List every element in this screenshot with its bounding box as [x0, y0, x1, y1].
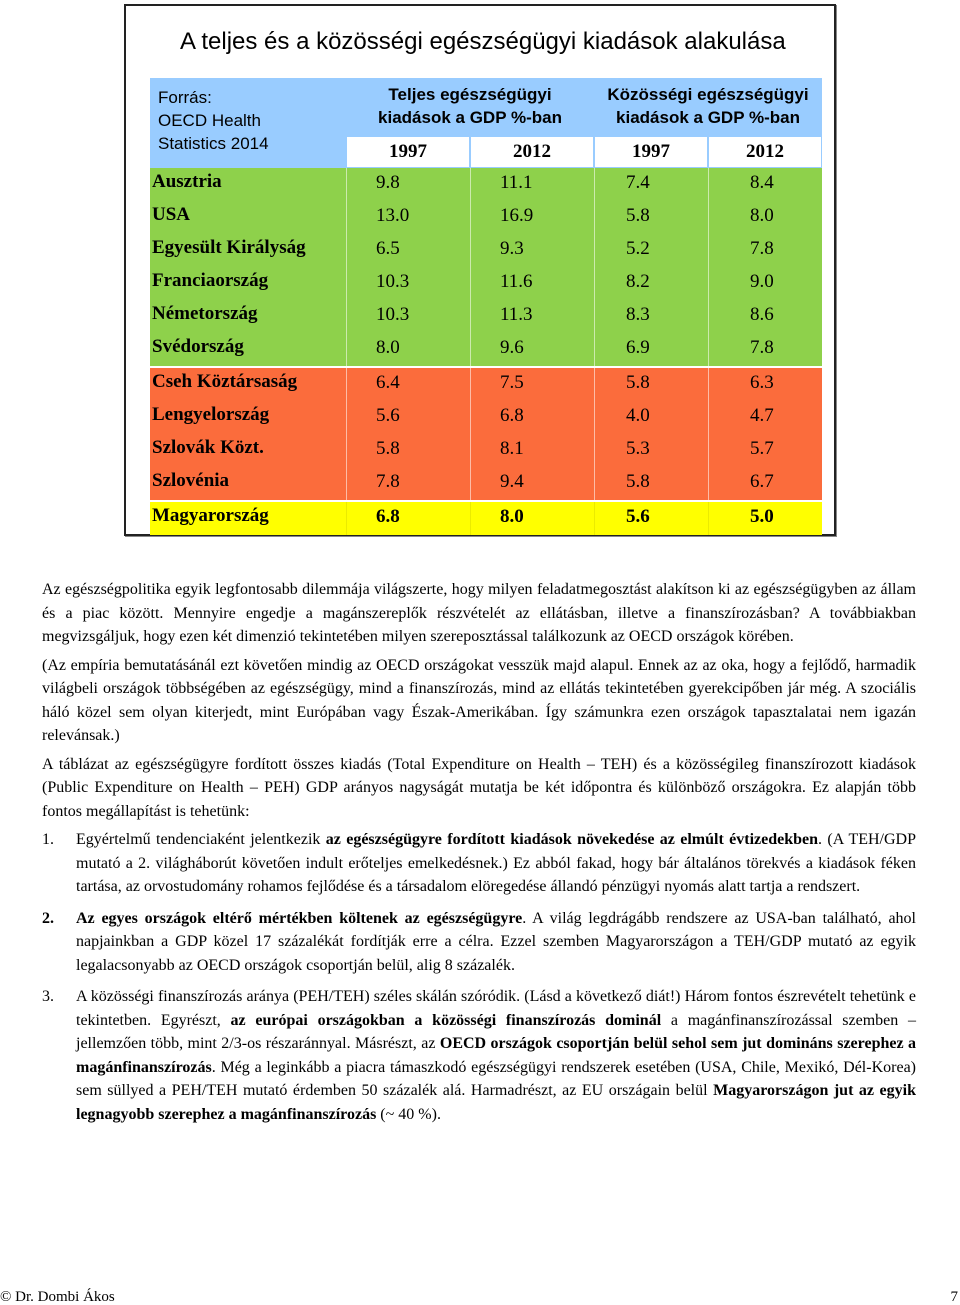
expenditure-table-figure: [124, 4, 836, 536]
value-cell: 10.3: [376, 271, 410, 292]
source-line: Statistics 2014: [158, 134, 269, 153]
value-cell: 11.1: [500, 172, 533, 193]
header-line: kiadások a GDP %-ban: [378, 108, 562, 127]
value-cell: 5.3: [626, 438, 650, 459]
list-text: A közösségi finanszírozás aránya (PEH/TEH) széles skálán szóródik. (Lásd a következő diát!) Három fontos észrevételt tehetünk e tekintetben. Egyrészt,: [76, 988, 916, 1029]
table-row: [150, 267, 822, 300]
list-number: 2.: [42, 909, 54, 927]
value-cell: 6.5: [376, 238, 400, 259]
table-row: [150, 467, 822, 500]
value-cell: 6.7: [750, 471, 774, 492]
list-text: . A világ legdrágább rendszere az USA-ban található, ahol napjainkban a GDP közel 17 százalékát fordítják erre a célra. Ezzel szemben Magyarországon a TEH/GDP mutató az egyik legalacsonyabb az OECD országok csoportján belül, alig 8 százalék.: [76, 909, 917, 974]
list-text-bold: OECD országok csoportján belül sehol sem jut domináns szerephez a magánfinanszírozás: [76, 1035, 917, 1076]
value-cell: 11.6: [500, 271, 533, 292]
list-item: [42, 907, 916, 978]
year-header: 1997: [346, 136, 470, 168]
body-text: [42, 578, 916, 1126]
value-cell: 9.8: [376, 172, 400, 193]
value-cell: 5.8: [376, 438, 400, 459]
list-text-bold: az európai országokban a közösségi finanszírozás dominál: [230, 1011, 662, 1029]
value-cell: 7.8: [750, 337, 774, 358]
table-row: [150, 168, 822, 201]
country-name: Egyesült Királyság: [152, 237, 306, 258]
value-cell: 9.6: [500, 337, 524, 358]
table-body: [150, 168, 822, 535]
value-cell: 5.6: [376, 405, 400, 426]
page-number: 7: [950, 1289, 958, 1305]
table-row: [150, 234, 822, 267]
paragraph: A táblázat az egészségügyre fordított összes kiadás (Total Expenditure on Health – TEH) és a közösségileg finanszírozott kiadások (Public Expenditure on Health – PEH) GDP arányos nagyságát mutatja be két időpontra és különböző országokra. Ez alapján több fontos megállapítást is tehetünk:: [42, 755, 916, 820]
value-cell: 6.4: [376, 372, 400, 393]
value-cell: 4.0: [626, 405, 650, 426]
value-cell: 16.9: [500, 205, 534, 226]
country-name: Franciaország: [152, 270, 269, 291]
list-text-bold: Az egyes országok eltérő mértékben költenek az egészségügyre: [76, 909, 523, 927]
value-cell: 8.0: [376, 337, 400, 358]
source-box: [150, 78, 346, 168]
value-cell: 10.3: [376, 304, 410, 325]
value-cell: 9.0: [750, 271, 774, 292]
list-number: 1.: [42, 831, 54, 848]
value-cell: 8.3: [626, 304, 650, 325]
header-line: Teljes egészségügyi: [388, 85, 552, 104]
table-row: [150, 201, 822, 234]
value-cell: 4.7: [750, 405, 774, 426]
table-row: [150, 500, 822, 535]
header-line: kiadások a GDP %-ban: [616, 108, 800, 127]
year-header: 2012: [708, 136, 822, 168]
value-cell: 8.0: [500, 506, 524, 527]
header-peh: [594, 78, 822, 136]
country-name: Németország: [152, 303, 258, 324]
value-cell: 6.3: [750, 372, 774, 393]
page-footer: [0, 1289, 960, 1305]
list-text: a magánfinanszírozással szemben – jellemzően több, mint 2/3-os részaránnyal. Másrészt, az: [76, 1011, 917, 1052]
table-row: [150, 366, 822, 401]
value-cell: 13.0: [376, 205, 410, 226]
value-cell: 5.8: [626, 205, 650, 226]
figure-title: A teljes és a közösségi egészségügyi kiadások alakulása: [180, 28, 786, 55]
paragraph: (Az empíria bemutatásánál ezt követően mindig az OECD országokat vesszük majd alapul. Ennek az az oka, hogy a fejlődő, harmadik világbeli országok többségében az egészségügy, mind a finanszírozás, mind az ellátás tekintetében gyerekcipőben jár még. A szociális háló közel sem olyan kiterjedt, mint Európában vagy Észak-Amerikában. Így számunkra ezen országok tapasztalatai nem igazán relevánsak.): [42, 656, 916, 744]
year-header: 1997: [594, 136, 708, 168]
header-line: Közösségi egészségügyi: [607, 85, 809, 104]
country-name: Cseh Köztársaság: [152, 371, 298, 392]
year-header: 2012: [470, 136, 594, 168]
country-name: Szlovák Közt.: [152, 437, 264, 458]
value-cell: 8.6: [750, 304, 774, 325]
value-cell: 7.4: [626, 172, 650, 193]
table-row: [150, 434, 822, 467]
table-row: [150, 333, 822, 366]
value-cell: 9.3: [500, 238, 524, 259]
value-cell: 5.0: [750, 506, 774, 527]
list-text: . (A TEH/GDP mutató a 2. világháborút követően indult erőteljes emelkedésnek.) Ez abból fakad, hogy bár általános törekvés a kiadások féken tartása, az orvostudomány rohamos fejlődése és a társadalom elöregedése állandó pénzügyi nyomás alatt tartja a rendszert.: [76, 831, 916, 895]
table-row: [150, 401, 822, 434]
value-cell: 7.5: [500, 372, 524, 393]
country-name: Ausztria: [152, 171, 222, 192]
country-name: Svédország: [152, 336, 244, 357]
value-cell: 8.1: [500, 438, 524, 459]
value-cell: 5.8: [626, 471, 650, 492]
list-item: [42, 985, 916, 1126]
value-cell: 7.8: [376, 471, 400, 492]
value-cell: 8.2: [626, 271, 650, 292]
list-text-bold: az egészségügyre fordított kiadások növekedése az elmúlt évtizedekben: [325, 831, 819, 848]
value-cell: 5.2: [626, 238, 650, 259]
value-cell: 6.8: [500, 405, 524, 426]
source-line: Forrás:: [158, 88, 212, 107]
value-cell: 8.4: [750, 172, 774, 193]
value-cell: 8.0: [750, 205, 774, 226]
footer-author: © Dr. Dombi Ákos: [0, 1289, 115, 1305]
value-cell: 7.8: [750, 238, 774, 259]
list-text: Egyértelmű tendenciaként jelentkezik: [76, 831, 326, 848]
list-item: [42, 828, 916, 899]
header-teh: [346, 78, 594, 136]
value-cell: 5.8: [626, 372, 650, 393]
table-row: [150, 300, 822, 333]
list-number: 3.: [42, 988, 54, 1005]
source-line: OECD Health: [158, 111, 261, 130]
list-text-bold: Magyarországon jut az egyik legnagyobb szerephez a magánfinanszírozás: [76, 1082, 917, 1123]
country-name: Magyarország: [152, 505, 269, 526]
value-cell: 9.4: [500, 471, 524, 492]
country-name: USA: [152, 204, 191, 225]
paragraph: Az egészségpolitika egyik legfontosabb dilemmája világszerte, hogy milyen feladatmegosztást alakítson ki az egészségügyben az állam és a piac között. Mennyire engedje a magánszereplők részvételét az ellátásban, illetve a finanszírozásban? A továbbiakban megvizsgáljuk, hogy ezen két dimenzió tekintetében milyen szereposztással találkozunk az OECD országok körében.: [42, 581, 916, 645]
value-cell: 5.7: [750, 438, 774, 459]
list-text: (~ 40 %).: [376, 1105, 441, 1123]
value-cell: 6.8: [376, 506, 400, 527]
value-cell: 6.9: [626, 337, 650, 358]
country-name: Szlovénia: [152, 470, 230, 491]
country-name: Lengyelország: [152, 404, 270, 425]
value-cell: 11.3: [500, 304, 533, 325]
list-text: . Még a leginkább a piacra támaszkodó egészségügyi rendszerek esetében (USA, Chile, Mexikó, Dél-Korea) sem süllyed a PEH/TEH mutató érdemben 50 százalék alá. Harmadrészt, az EU országain belül: [76, 1058, 916, 1099]
value-cell: 5.6: [626, 506, 650, 527]
